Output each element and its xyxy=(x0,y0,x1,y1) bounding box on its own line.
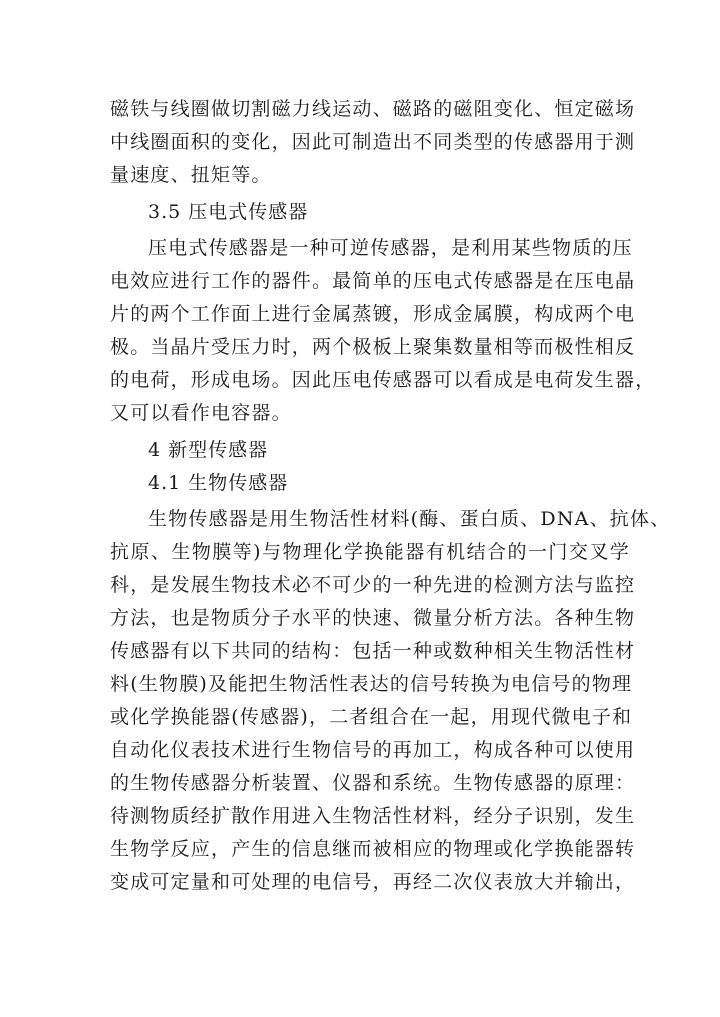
body-text-line: 压电式传感器是一种可逆传感器，是利用某些物质的压 xyxy=(148,237,633,259)
body-text-line: 自动化仪表技术进行生物信号的再加工，构成各种可以使用 xyxy=(110,739,636,761)
body-text-line: 量速度、扭矩等。 xyxy=(110,164,272,186)
body-text-line: 的电荷，形成电场。因此压电传感器可以看成是电荷发生器， xyxy=(110,369,656,391)
body-text-line: 料(生物膜)及能把生物活性表达的信号转换为电信号的物理 xyxy=(110,673,633,695)
body-text-line: 中线圈面积的变化，因此可制造出不同类型的传感器用于测 xyxy=(110,131,636,153)
section-heading-3-5: 3.5 压电式传感器 xyxy=(148,201,309,223)
body-text-line: 传感器有以下共同的结构：包括一种或数种相关生物活性材 xyxy=(110,640,636,662)
body-text-line: 磁铁与线圈做切割磁力线运动、磁路的磁阻变化、恒定磁场 xyxy=(110,98,636,120)
body-text-line: 抗原、生物膜等)与物理化学换能器有机结合的一门交叉学 xyxy=(110,541,630,563)
body-text-line: 电效应进行工作的器件。最简单的压电式传感器是在压电晶 xyxy=(110,270,636,292)
body-text-line: 生物学反应，产生的信息继而被相应的物理或化学换能器转 xyxy=(110,838,636,860)
section-heading-4: 4 新型传感器 xyxy=(148,439,269,461)
body-text-line: 方法，也是物质分子水平的快速、微量分析方法。各种生物 xyxy=(110,607,636,629)
body-text-line: 生物传感器是用生物活性材料(酶、蛋白质、DNA、抗体、 xyxy=(148,508,671,530)
body-text-line: 又可以看作电容器。 xyxy=(110,402,292,424)
body-text-line: 的生物传感器分析装置、仪器和系统。生物传感器的原理： xyxy=(110,772,636,794)
body-text-line: 或化学换能器(传感器)，二者组合在一起，用现代微电子和 xyxy=(110,706,633,728)
body-text-line: 极。当晶片受压力时，两个极板上聚集数量相等而极性相反 xyxy=(110,336,636,358)
body-text-line: 科，是发展生物技术必不可少的一种先进的检测方法与监控 xyxy=(110,574,636,596)
body-text-line: 待测物质经扩散作用进入生物活性材料，经分子识别，发生 xyxy=(110,805,636,827)
section-heading-4-1: 4.1 生物传感器 xyxy=(148,472,289,494)
body-text-line: 变成可定量和可处理的电信号，再经二次仪表放大并输出， xyxy=(110,871,636,893)
body-text-line: 片的两个工作面上进行金属蒸镀，形成金属膜，构成两个电 xyxy=(110,303,636,325)
